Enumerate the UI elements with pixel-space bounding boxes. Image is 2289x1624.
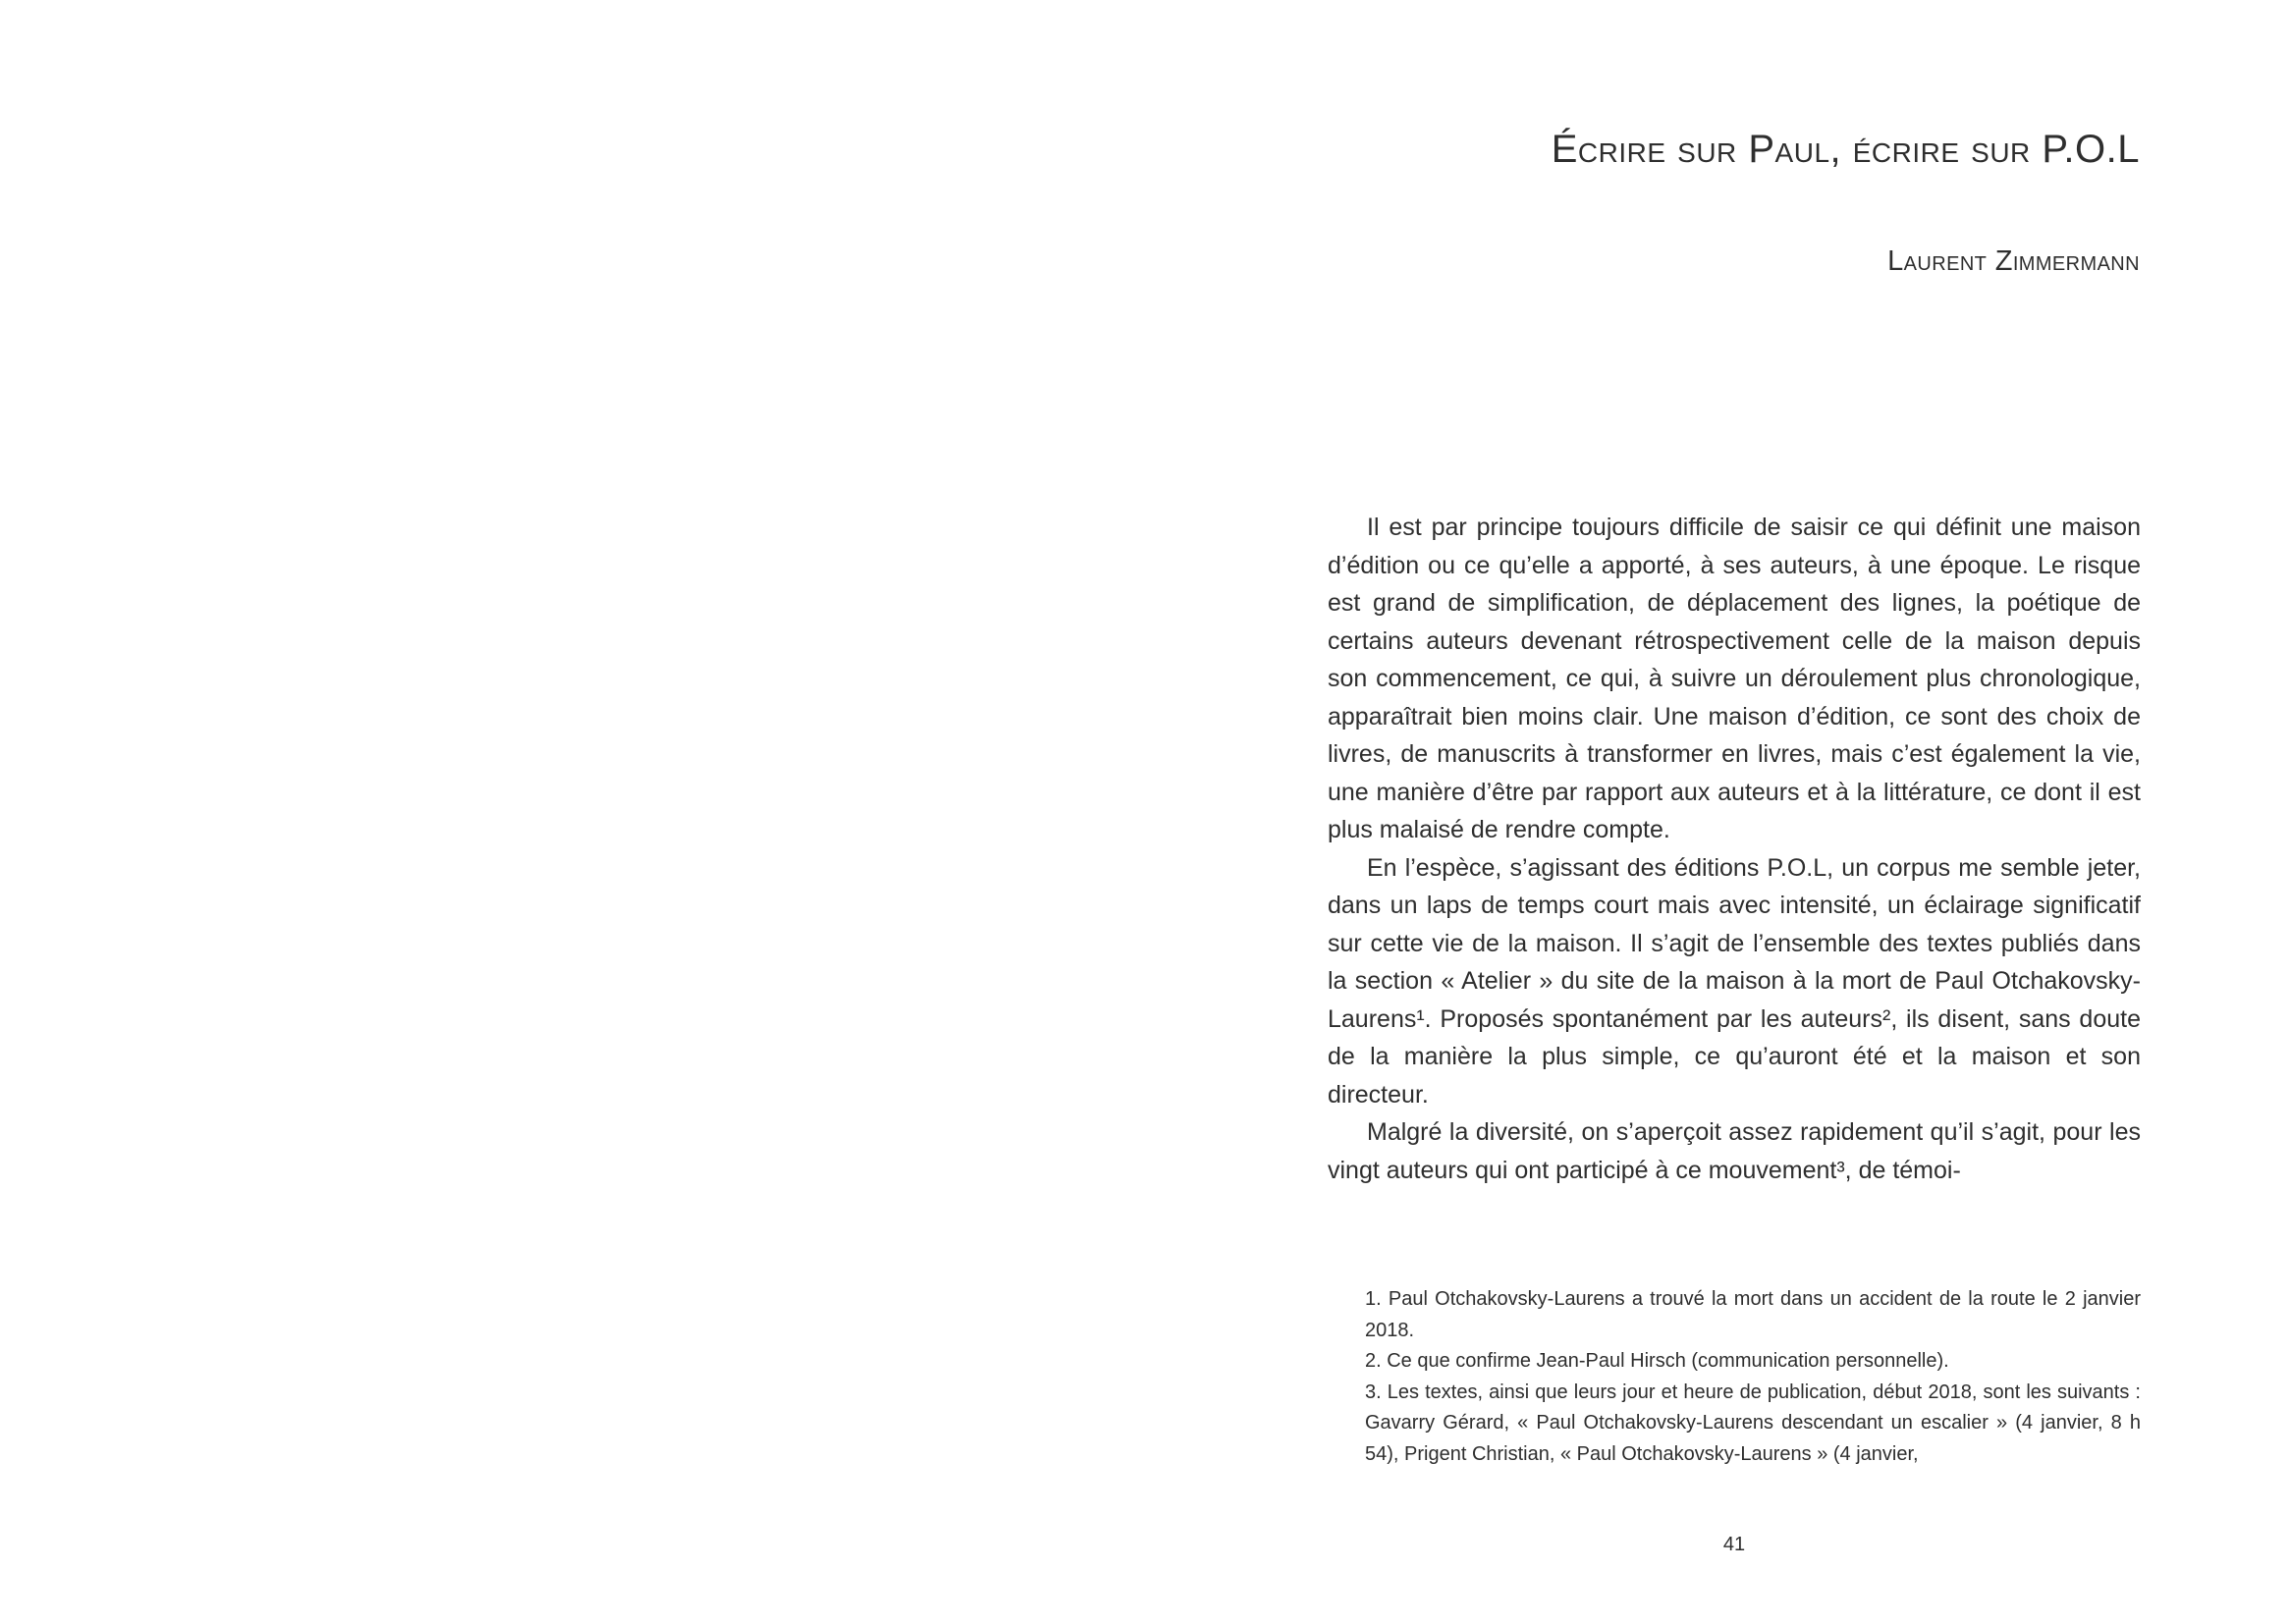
author-name: Laurent Zimmermann: [1887, 245, 2140, 277]
paragraph-1: Il est par principe toujours difficile de saisir ce qui définit une maison d’édition ou ce qu’elle a apporté, à ses auteurs, à une époque. Le risque est grand de simplification, de déplacement des lignes, la poétique de certains auteurs devenant rétrospectivement celle de la maison depuis son commencement, ce qui, à suivre un déroulement plus chronologique, apparaîtrait bien moins clair. Une maison d’édition, ce sont des choix de livres, de manuscrits à transformer en livres, mais c’est également la vie, une manière d’être par rapport aux auteurs et à la littérature, ce dont il est plus malaisé de rendre compte.: [1328, 514, 2141, 843]
body-text: [1328, 509, 2141, 1189]
footnote-1: 1. Paul Otchakovsky-Laurens a trouvé la mort dans un accident de la route le 2 janvier 2018.: [1365, 1288, 2141, 1341]
page-title: Écrire sur Paul, écrire sur P.O.L: [1551, 128, 2140, 171]
page-number: 41: [1722, 1534, 1746, 1555]
paragraph-2: En l’espèce, s’agissant des éditions P.O.L, un corpus me semble jeter, dans un laps de temps court mais avec intensité, un éclairage significatif sur cette vie de la maison. Il s’agit de l’ensemble des textes publiés dans la section « Atelier » du site de la maison à la mort de Paul Otchakovsky-Laurens¹. Proposés spontanément par les auteurs², ils disent, sans doute de la manière la plus simple, ce qu’auront été et la maison et son directeur.: [1328, 853, 2141, 1109]
paragraph-3: Malgré la diversité, on s’aperçoit assez rapidement qu’il s’agit, pour les vingt auteurs qui ont participé à ce mouvement³, de témoi-: [1328, 1118, 2141, 1184]
footnote-3: 3. Les textes, ainsi que leurs jour et heure de publication, début 2018, sont les suivants : Gavarry Gérard, « Paul Otchakovsky-Laurens descendant un escalier » (4 janvier, 8 h 54), Prigent Christian, « Paul Otchakovsky-Laurens » (4 janvier,: [1365, 1380, 2141, 1465]
footnotes: [1365, 1284, 2141, 1470]
footnote-2: 2. Ce que confirme Jean-Paul Hirsch (communication personnelle).: [1365, 1350, 1949, 1372]
